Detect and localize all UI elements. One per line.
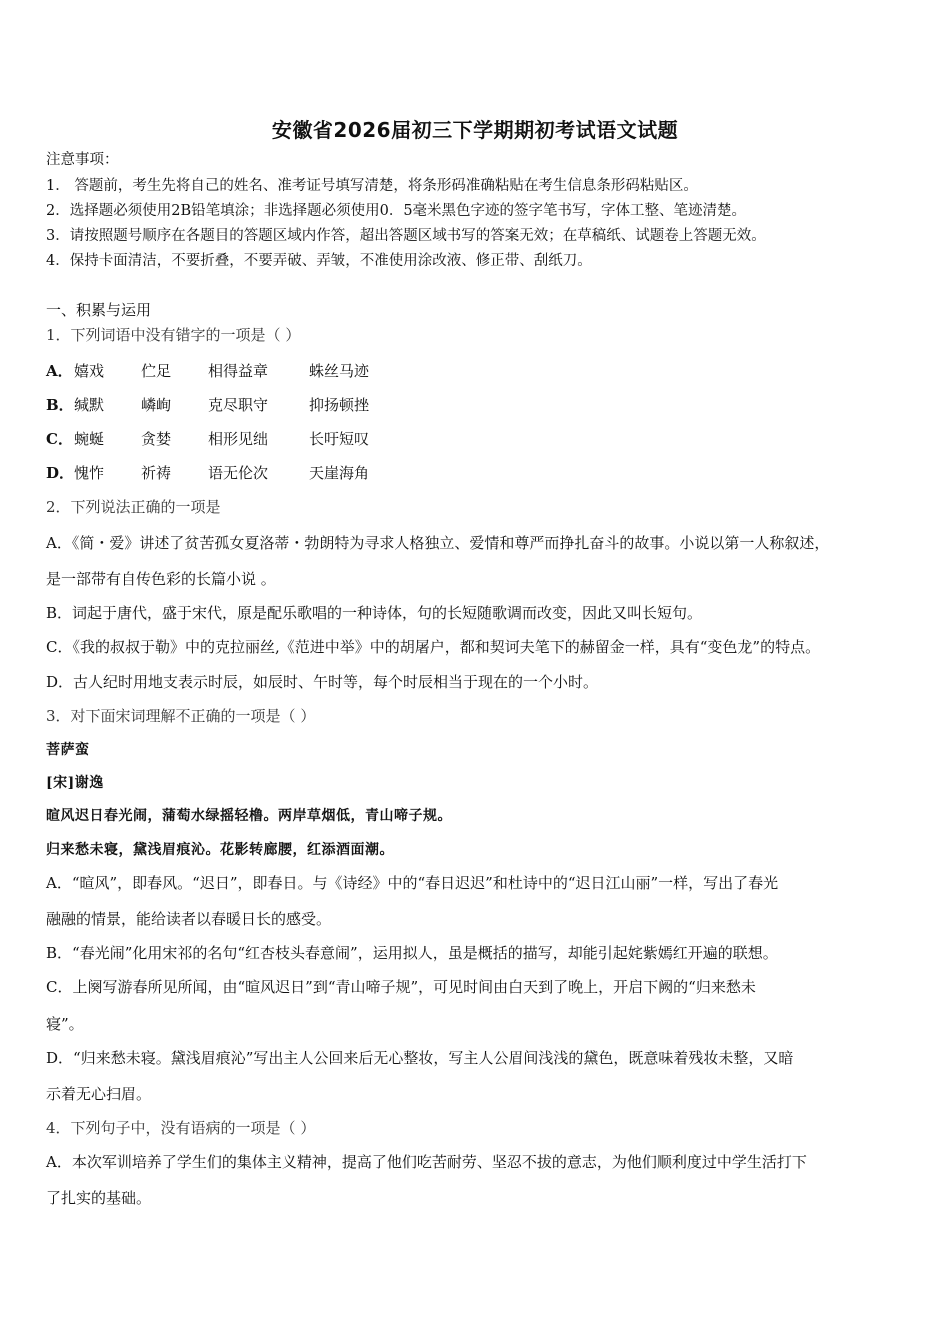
page-title: 安徽省2026届初三下学期期初考试语文试题 <box>271 118 679 142</box>
q1-option-d <box>46 463 910 483</box>
q3-option-line: B．“春光闹”化用宋祁的名句“红杏枝头春意闹”，运用拟人，虽是概括的描写，却能引起姹紫嫣红开遍的联想。 <box>46 944 778 962</box>
option-word: 相得益章 <box>208 362 269 380</box>
notice-item: 1． 答题前，考生先将自己的姓名、准考证号填写清楚，将条形码准确粘贴在考生信息条形码粘贴区。 <box>46 178 698 194</box>
q1-option-a <box>46 361 910 381</box>
q3-option-line: 融融的情景，能给读者以春暖日长的感受。 <box>46 910 332 928</box>
notice-heading: 注意事项： <box>46 152 119 168</box>
option-word: 天崖海角 <box>309 464 370 482</box>
q3-option-line: C．上阕写游春所见所闻，由“暄风迟日”到“青山啼子规”，可见时间由白天到了晚上，开启下阙的“归来愁未 <box>46 978 756 996</box>
q3-option-line: A．“暄风”，即春风。“迟日”，即春日。与《诗经》中的“春日迟迟”和杜诗中的“迟日江山丽”一样，写出了春光 <box>46 874 779 892</box>
option-label: B． <box>46 396 74 414</box>
option-word: 祈祷 <box>141 464 172 482</box>
q4-option-line: A．本次军训培养了学生们的集体主义精神，提高了他们吃苦耐劳、坚忍不拔的意志，为他们顺利度过中学生活打下 <box>46 1153 807 1171</box>
option-label: C． <box>46 430 73 448</box>
notice-item: 2．选择题必须使用2B铅笔填涂；非选择题必须使用0．5毫米黑色字迹的签字笔书写，字体工整、笔迹清楚。 <box>46 203 747 219</box>
q1-option-c <box>46 429 910 449</box>
option-word: 抑扬顿挫 <box>309 396 370 414</box>
option-word: 缄默 <box>74 396 105 414</box>
option-word: 克尽职守 <box>208 396 269 414</box>
poem-author: [宋]谢逸 <box>46 775 104 791</box>
q2-option-line: 是一部带有自传色彩的长篇小说 。 <box>46 570 276 588</box>
notice-item: 3．请按照题号顺序在各题目的答题区域内作答，超出答题区域书写的答案无效；在草稿纸、试题卷上答题无效。 <box>46 228 766 244</box>
q2-option-line: B．词起于唐代，盛于宋代，原是配乐歌唱的一种诗体，句的长短随歌调而改变，因此又叫长短句。 <box>46 604 703 622</box>
question-4-stem: 4．下列句子中，没有语病的一项是（ ） <box>46 1119 316 1137</box>
option-word: 伫足 <box>141 362 172 380</box>
q3-option-line: D．“归来愁未寝。黛浅眉痕沁”写出主人公回来后无心整妆，写主人公眉间浅浅的黛色，既意味着残妆未整，又暗 <box>46 1049 794 1067</box>
option-label: D． <box>46 464 75 482</box>
section-heading: 一、积累与运用 <box>46 301 152 319</box>
q3-option-line: 寝”。 <box>46 1015 84 1033</box>
option-label: A． <box>46 362 73 380</box>
q2-option-line: A．《简・爱》讲述了贫苦孤女夏洛蒂・勃朗特为寻求人格独立、爱情和尊严而挣扎奋斗的故事。小说以第一人称叙述， <box>46 534 830 552</box>
option-word: 贪婪 <box>141 430 172 448</box>
option-word: 长吁短叹 <box>309 430 370 448</box>
option-word: 相形见绌 <box>208 430 269 448</box>
q4-option-line: 了扎实的基础。 <box>46 1189 152 1207</box>
notice-item: 4．保持卡面清洁，不要折叠，不要弄破、弄皱，不准使用涂改液、修正带、刮纸刀。 <box>46 253 592 269</box>
option-word: 嶙峋 <box>141 396 172 414</box>
poem-line: 归来愁未寝，黛浅眉痕沁。花影转廊腰，红添酒面潮。 <box>46 842 394 858</box>
q2-option-line: C．《我的叔叔于勒》中的克拉丽丝,《范进中举》中的胡屠户，都和契诃夫笔下的赫留金一样，具有“变色龙”的特点。 <box>46 638 821 656</box>
poem-title: 菩萨蛮 <box>46 742 90 758</box>
question-2-stem: 2．下列说法正确的一项是 <box>46 498 221 516</box>
question-3-stem: 3．对下面宋词理解不正确的一项是（ ） <box>46 707 316 725</box>
poem-line: 暄风迟日春光闹，蒲萄水绿摇轻橹。两岸草烟低，青山啼子规。 <box>46 808 452 824</box>
option-word: 愧怍 <box>74 464 105 482</box>
question-1-stem: 1．下列词语中没有错字的一项是（ ） <box>46 326 301 344</box>
option-word: 蛛丝马迹 <box>309 362 370 380</box>
option-word: 语无伦次 <box>208 464 269 482</box>
q3-option-line: 示着无心扫眉。 <box>46 1085 152 1103</box>
q1-option-b <box>46 395 910 415</box>
q2-option-line: D．古人纪时用地支表示时辰，如辰时、午时等，每个时辰相当于现在的一个小时。 <box>46 673 599 691</box>
option-word: 蜿蜒 <box>74 430 105 448</box>
option-word: 嬉戏 <box>74 362 105 380</box>
